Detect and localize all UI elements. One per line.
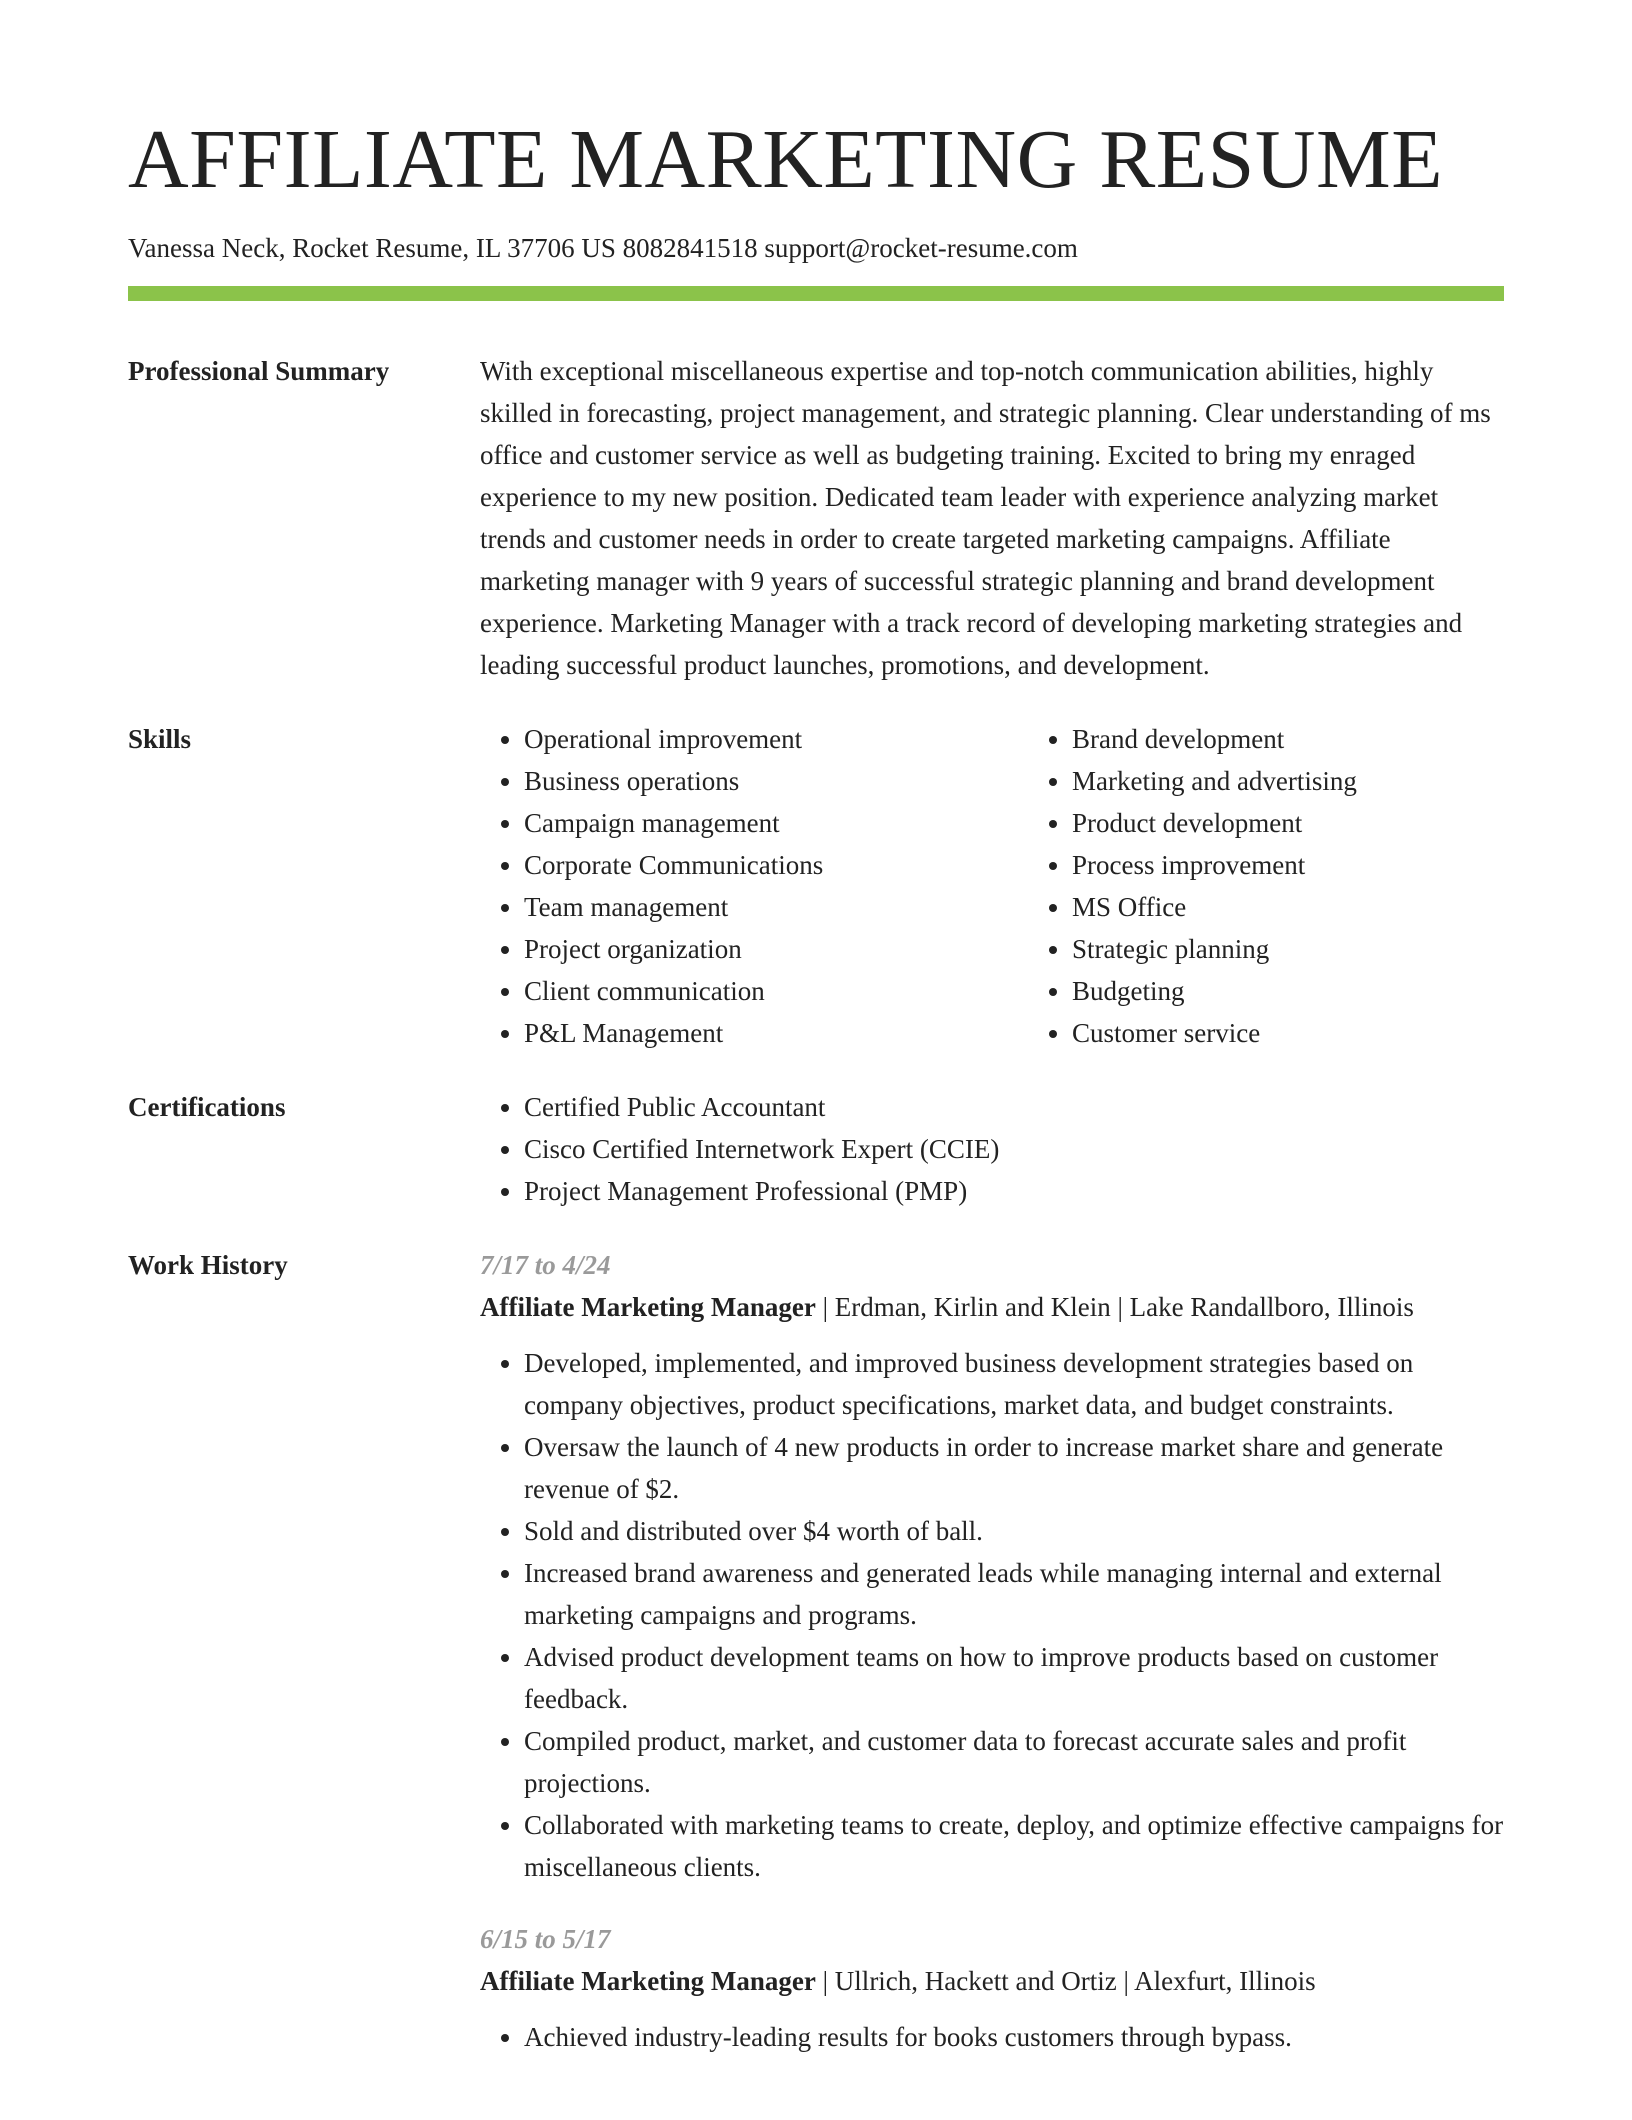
skills-list-right <box>1028 718 1576 1054</box>
skill-item: • Product development <box>1072 802 1576 844</box>
skill-item: • Strategic planning <box>1072 928 1576 970</box>
resume-title: AFFILIATE MARKETING RESUME <box>128 113 1443 206</box>
skill-item: • Brand development <box>1072 718 1576 760</box>
skill-item: • Budgeting <box>1072 970 1576 1012</box>
job-bullet: • Collaborated with marketing teams to create, deploy, and optimize effective campaigns for miscellaneous clients. <box>524 1804 1504 1888</box>
summary-text: With exceptional miscellaneous expertise and top-notch communication abilities, highly skilled in forecasting, project management, and strategic planning. Clear understanding of ms office and customer service as well as budgeting training. Excited to bring my enraged experience to my new position. Dedicated team leader with experience analyzing market trends and customer needs in order to create targeted marketing campaigns. Affiliate marketing manager with 9 years of successful strategic planning and brand development experience. Marketing Manager with a track record of developing marketing strategies and leading successful product launches, promotions, and development. <box>480 356 1491 680</box>
certifications-label: Certifications <box>128 1092 286 1122</box>
skill-item: • Corporate Communications <box>524 844 1028 886</box>
contact-line: Vanessa Neck, Rocket Resume, IL 37706 US 8082841518 support@rocket-resume.com <box>128 233 1078 263</box>
job-dates: 6/15 to 5/17 <box>480 1924 611 1954</box>
job-bullets <box>480 1342 1504 1888</box>
work-history-body <box>480 1244 1504 2088</box>
summary-section <box>128 350 1504 686</box>
certifications-section <box>128 1086 1504 1212</box>
skills-list-left <box>480 718 1028 1054</box>
skill-item: • Customer service <box>1072 1012 1576 1054</box>
job-employer-details: | Ullrich, Hackett and Ortiz | Alexfurt, Illinois <box>815 1966 1316 1996</box>
job-title: Affiliate Marketing Manager <box>480 1966 816 1996</box>
work-history-section <box>128 1244 1504 2088</box>
skill-item: • Business operations <box>524 760 1028 802</box>
skill-item: • Project organization <box>524 928 1028 970</box>
job-entry <box>480 1918 1504 2058</box>
certifications-list <box>480 1086 1504 1212</box>
skill-item: • Team management <box>524 886 1028 928</box>
header-accent-rule <box>128 286 1504 301</box>
skill-item: • Campaign management <box>524 802 1028 844</box>
skill-item: • Marketing and advertising <box>1072 760 1576 802</box>
skill-item: • Operational improvement <box>524 718 1028 760</box>
job-bullet: • Oversaw the launch of 4 new products in order to increase market share and generate revenue of $2. <box>524 1426 1504 1510</box>
certification-item: • Project Management Professional (PMP) <box>524 1170 1504 1212</box>
certification-item: • Certified Public Accountant <box>524 1086 1504 1128</box>
certification-item: • Cisco Certified Internetwork Expert (CCIE) <box>524 1128 1504 1170</box>
job-bullets <box>480 2016 1504 2058</box>
job-bullet: • Advised product development teams on how to improve products based on customer feedback. <box>524 1636 1504 1720</box>
skills-body <box>480 718 1576 1054</box>
skill-item: • P&L Management <box>524 1012 1028 1054</box>
job-bullet: • Increased brand awareness and generated leads while managing internal and external marketing campaigns and programs. <box>524 1552 1504 1636</box>
skills-columns <box>480 718 1576 1054</box>
job-header <box>480 1286 1504 1328</box>
summary-label: Professional Summary <box>128 356 390 386</box>
job-bullet: • Achieved industry-leading results for books customers through bypass. <box>524 2016 1504 2058</box>
skill-item: • Process improvement <box>1072 844 1576 886</box>
skill-item: • Client communication <box>524 970 1028 1012</box>
job-dates: 7/17 to 4/24 <box>480 1250 611 1280</box>
skills-section <box>128 718 1504 1054</box>
skill-item: • MS Office <box>1072 886 1576 928</box>
job-bullet: • Developed, implemented, and improved business development strategies based on company objectives, product specifications, market data, and budget constraints. <box>524 1342 1504 1426</box>
work-history-label: Work History <box>128 1250 288 1280</box>
certifications-body <box>480 1086 1504 1212</box>
summary-body <box>480 350 1504 686</box>
job-entry <box>480 1244 1504 1888</box>
job-employer-details: | Erdman, Kirlin and Klein | Lake Randallboro, Illinois <box>815 1292 1414 1322</box>
skills-label: Skills <box>128 724 192 754</box>
job-header <box>480 1960 1504 2002</box>
job-title: Affiliate Marketing Manager <box>480 1292 816 1322</box>
resume-content <box>128 350 1504 2120</box>
job-bullet: • Compiled product, market, and customer data to forecast accurate sales and profit projections. <box>524 1720 1504 1804</box>
job-bullet: • Sold and distributed over $4 worth of ball. <box>524 1510 1504 1552</box>
